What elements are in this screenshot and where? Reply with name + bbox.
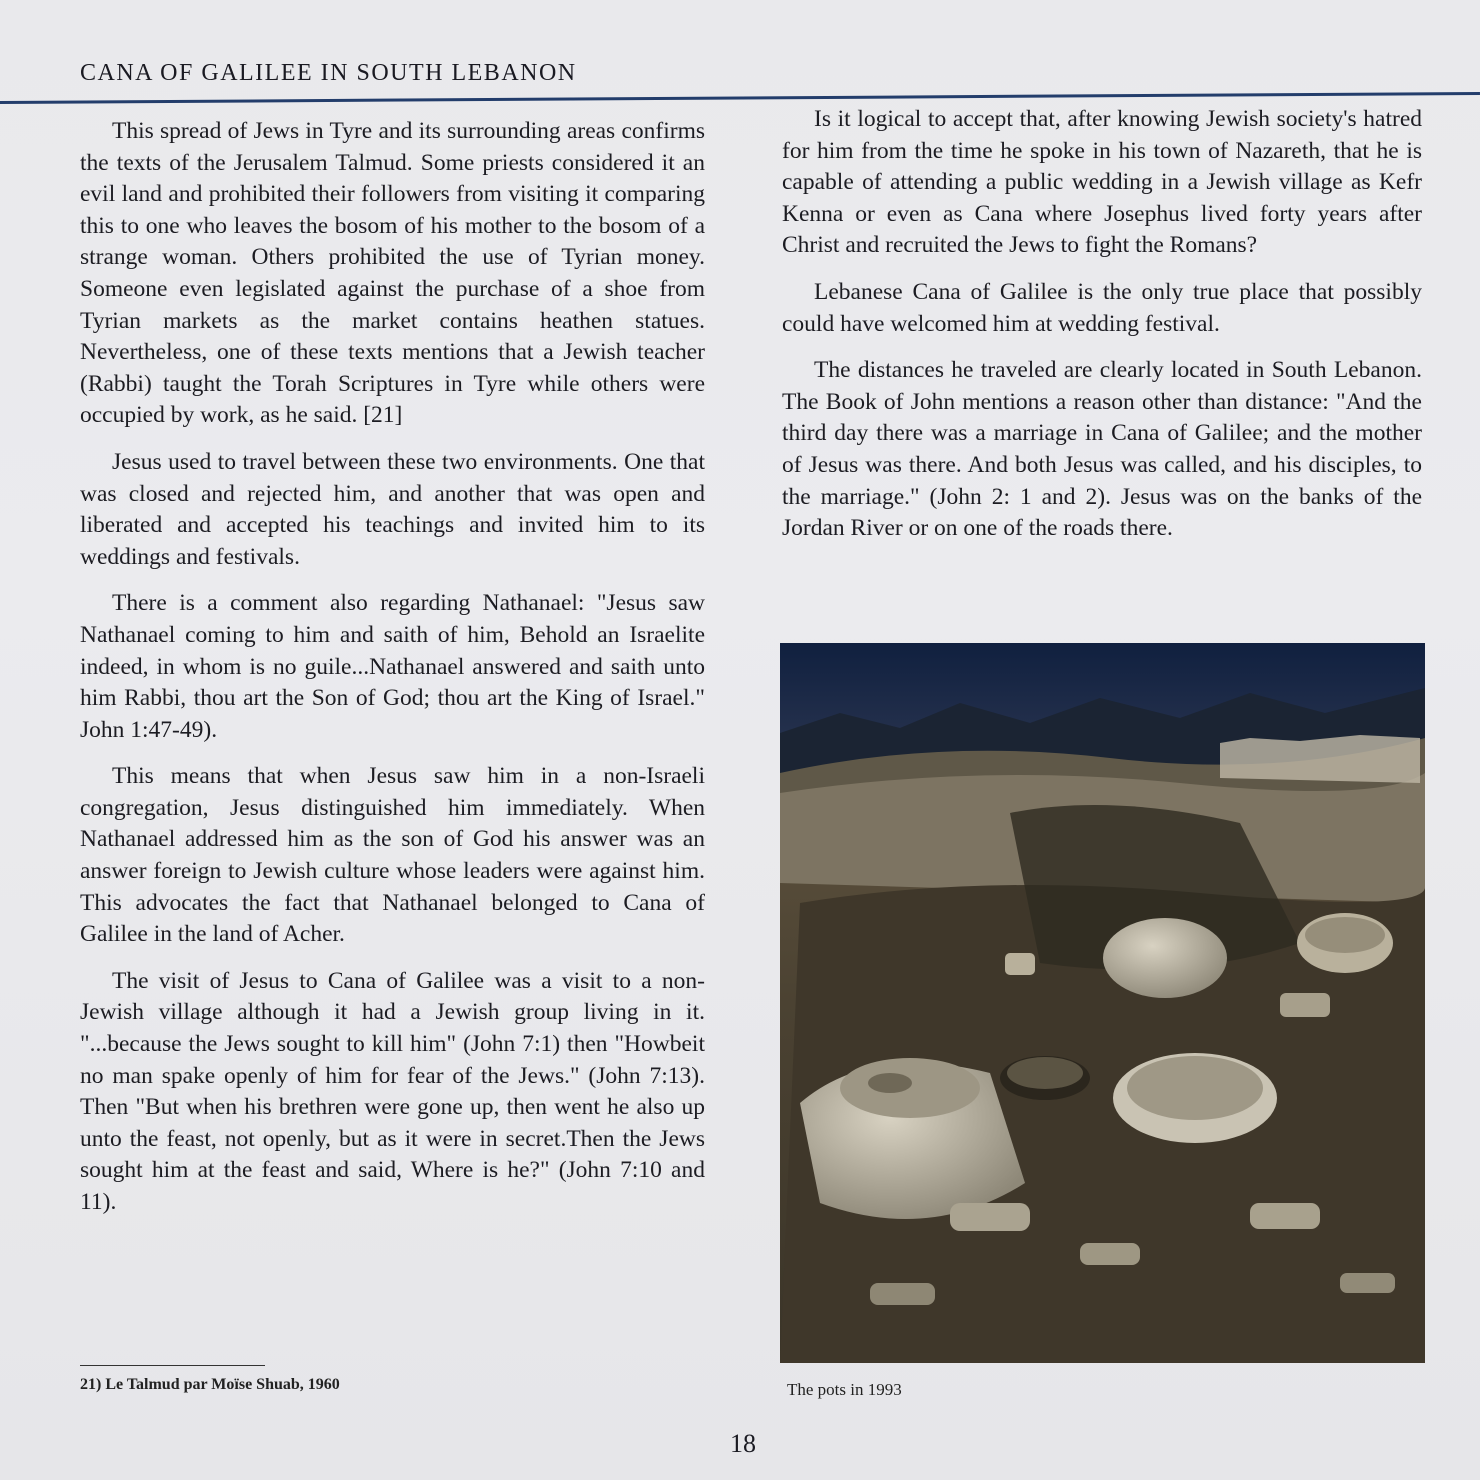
paragraph: Jesus used to travel between these two environments. One that was closed and rejected him, and another that was open and liberated and accepted his teachings and invited him to its weddings and festivals. [80,448,705,570]
paragraph: The visit of Jesus to Cana of Galilee was a visit to a non-Jewish village although it had a Jewish group living in it. "...because the Jews sought to kill him" (John 7:1) then "Howbeit no man spake openly of him for fear of the Jews." (John 7:13). Then "But when his brethren were gone up, then went he also up unto the feast, not openly, but as it were in secret.Then the Jews sought him at the feast and said, Where is he?" (John 7:10 and 11). [80,967,705,1215]
stone-pots-photo [780,643,1425,1363]
paragraph: There is a comment also regarding Nathanael: "Jesus saw Nathanael coming to him and saith of him, Behold an Israelite indeed, in whom is no guile...Nathanael answered and saith unto him Rabbi, thou art the Son of God; thou art the King of Israel." John 1:47-49). [80,590,705,743]
right-column [782,104,1422,560]
paragraph: This means that when Jesus saw him in a non-Israeli congregation, Jesus distinguished him immediately. When Nathanael addressed him as the son of God his answer was an answer foreign to Jewish culture whose leaders were against him. This advocates the fact that Nathanael belonged to Cana of Galilee in the land of Acher. [80,763,705,948]
paragraph: Lebanese Cana of Galilee is the only true place that possibly could have welcomed him at wedding festival. [782,278,1422,337]
page-number: 18 [730,1429,756,1458]
paragraph: This spread of Jews in Tyre and its surrounding areas confirms the texts of the Jerusalem Talmud. Some priests considered it an evil land and prohibited their followers from visiting it comparing this to one who leaves the bosom of his mother to the bosom of a strange woman. Others prohibited the use of Tyrian money. Someone even legislated against the purchase of a shoe from Tyrian markets as the market contains heathen statues. Nevertheless, one of these texts mentions that a Jewish teacher (Rabbi) taught the Torah Scriptures in Tyre while others were occupied by work, as he said. [21] [80,118,705,429]
footnote-rule [80,1365,265,1366]
footnote: 21) Le Talmud par Moïse Shuab, 1960 [80,1376,340,1393]
paragraph: Is it logical to accept that, after knowing Jewish society's hatred for him from the time he spoke in his town of Nazareth, that he is capable of attending a public wedding in a Jewish village as Kefr Kenna or even as Cana where Josephus lived forty years after Christ and recruited the Jews to fight the Romans? [782,106,1422,259]
photo-caption: The pots in 1993 [787,1380,902,1399]
left-column [80,116,705,1234]
running-header: CANA OF GALILEE IN SOUTH LEBANON [80,60,577,86]
paragraph: The distances he traveled are clearly located in South Lebanon. The Book of John mentions a reason other than distance: "And the third day there was a marriage in Cana of Galilee; and the mother of Jesus was there. And both Jesus was called, and his disciples, to the marriage." (John 2: 1 and 2). Jesus was on the banks of the Jordan River or on one of the roads there. [782,357,1422,542]
photo-illustration [780,643,1425,1363]
header-rule [0,92,1480,104]
